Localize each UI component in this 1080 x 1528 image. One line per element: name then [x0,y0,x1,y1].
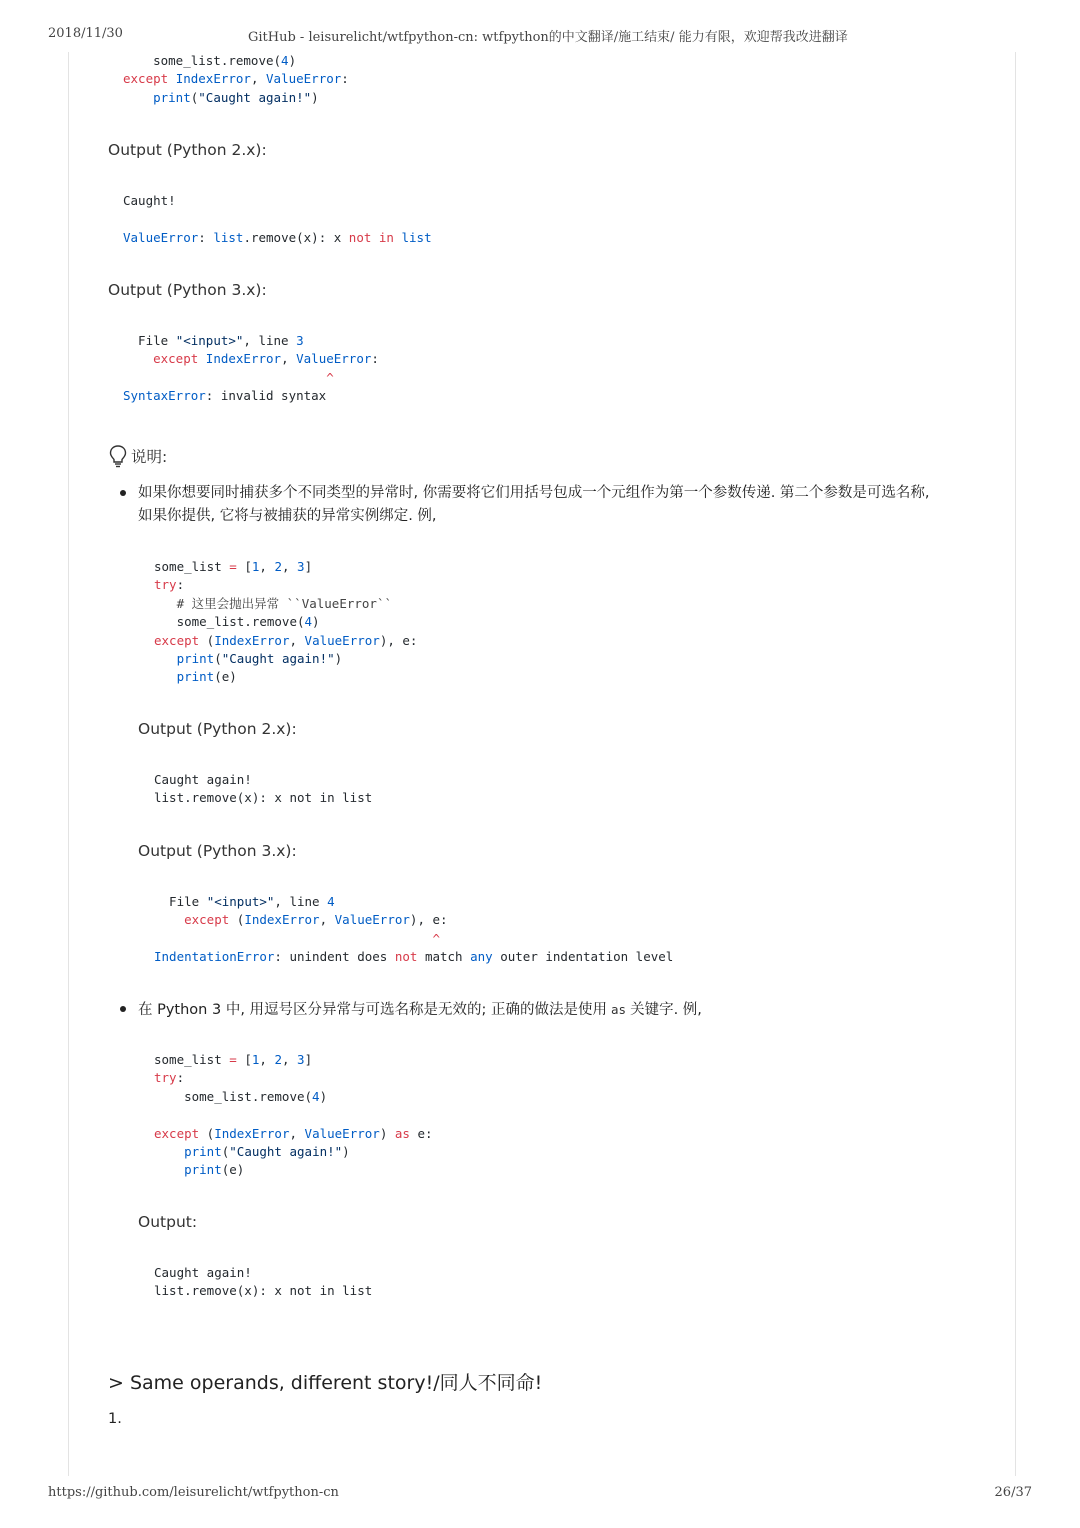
output-py3-block-b: File "<input>", line 4 except (IndexError, ValueError), e: ^ IndentationError: unindent does not match any outer indentation level [154,894,674,965]
output-py2-label: Output (Python 2.x): [108,141,267,159]
footer-url: https://github.com/leisurelicht/wtfpython-cn [48,1485,339,1500]
output-label-c: Output: [138,1213,198,1231]
inline-code-as: as [611,1002,627,1017]
page-footer [48,1485,1032,1505]
bullet-1-line-2: 如果你提供, 它将与被捕获的异常实例绑定. 例, [138,508,437,524]
page-header [48,26,1032,46]
code-block-2: some_list = [1, 2, 3] try: # 这里会抛出异常 ``ValueError`` some_list.remove(4) except (IndexError, ValueError), e: print("Caught again!") print(e) [154,559,418,685]
explanation-heading: 说明: [131,448,168,466]
page-number: 26/37 [994,1485,1032,1500]
content-frame [68,52,1016,1476]
section-heading: > Same operands, different story!/同人不同命! [108,1372,543,1394]
bullet-dot [120,490,126,496]
bullet-dot [120,1006,126,1012]
bullet-2-pre: 在 Python 3 中, 用逗号区分异常与可选名称是无效的; 正确的做法是使用 [138,1002,608,1018]
code-block-1: some_list.remove(4) except IndexError, ValueError: print("Caught again!") [123,53,349,105]
page-title: GitHub - leisurelicht/wtfpython-cn: wtfpython的中文翻译/施工结束/ 能力有限，欢迎帮我改进翻译 [248,30,848,45]
bullet-2-post: 关键字. 例, [630,1002,702,1018]
output-py2-label-b: Output (Python 2.x): [138,720,297,738]
output-py2-block-b: Caught again! list.remove(x): x not in list [154,772,373,806]
print-date: 2018/11/30 [48,26,123,41]
code-block-3: some_list = [1, 2, 3] try: some_list.remove(4) except (IndexError, ValueError) as e: print("Caught again!") print(e) [154,1052,433,1178]
output-py3-block: File "<input>", line 3 except IndexError, ValueError: ^ SyntaxError: invalid syntax [123,333,379,404]
bullet-1-text [138,482,998,528]
output-block-c: Caught again! list.remove(x): x not in list [154,1265,373,1299]
lightbulb-icon [108,444,130,468]
list-item-number: 1. [108,1411,122,1427]
output-py3-label: Output (Python 3.x): [108,281,267,299]
bullet-2-text [138,998,998,1022]
bullet-1-line-1: 如果你想要同时捕获多个不同类型的异常时, 你需要将它们用括号包成一个元组作为第一个参数传递. 第二个参数是可选名称, [138,485,930,501]
output-py3-label-b: Output (Python 3.x): [138,842,297,860]
output-py2-block: Caught! ValueError: list.remove(x): x not in list [123,193,432,245]
